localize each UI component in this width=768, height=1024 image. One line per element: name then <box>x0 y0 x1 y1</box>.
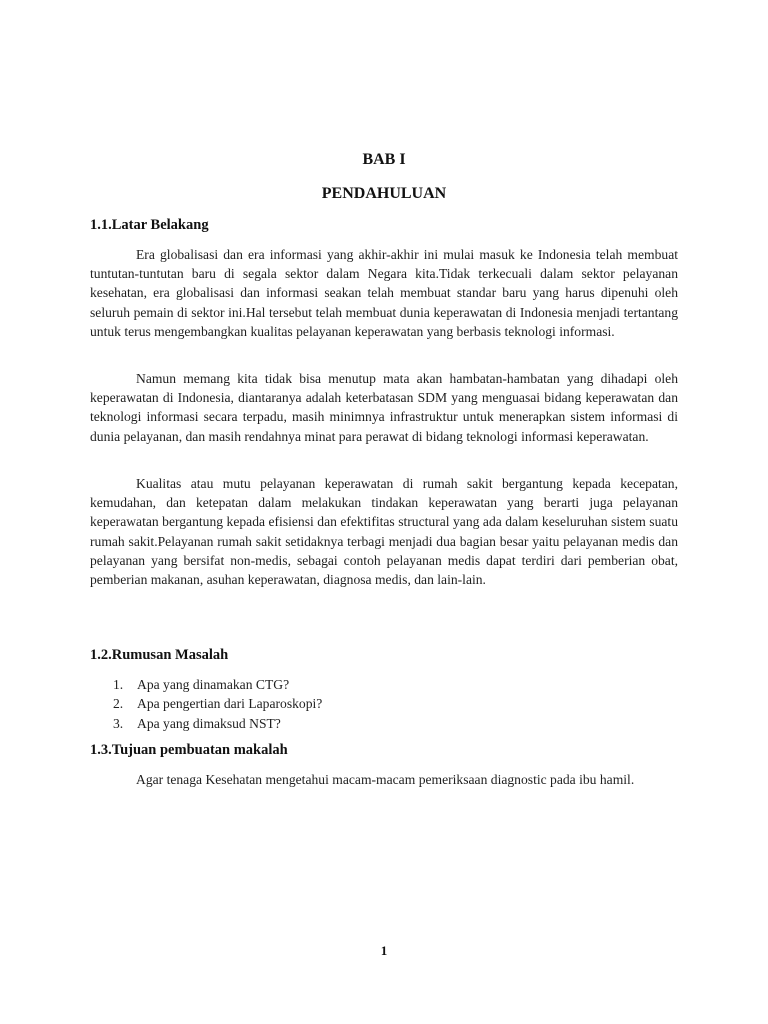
section-heading-rumusan-masalah: 1.2.Rumusan Masalah <box>90 647 229 663</box>
chapter-title: PENDAHULUAN <box>321 185 447 202</box>
section-heading-latar-belakang: 1.1.Latar Belakang <box>90 217 209 233</box>
list-item <box>90 714 678 733</box>
list-item <box>90 694 678 713</box>
section-heading-tujuan: 1.3.Tujuan pembuatan makalah <box>90 742 288 758</box>
paragraph-latar-belakang-3: Kualitas atau mutu pelayanan keperawatan di rumah sakit bergantung kepada kecepatan, kemudahan, dan ketepatan dalam melakukan tindakan keperawatan yang berarti juga pelayanan keperawatan bergantung kepada efisiensi dan efektifitas structural yang ada dalam keseluruhan sistem suatu rumah sakit.Pelayanan rumah sakit setidaknya terbagi menjadi dua bagian besar yaitu pelayanan medis dan pelayanan yang bersifat non-medis, sebagai contoh pelayanan medis dapat terdiri dari pemberian obat, pemberian makanan, asuhan keperawatan, diagnosa medis, dan lain-lain. <box>90 476 678 588</box>
list-item-number: 1. <box>113 677 124 692</box>
paragraph-latar-belakang-2: Namun memang kita tidak bisa menutup mata akan hambatan-hambatan yang dihadapi oleh keperawatan di Indonesia, diantaranya adalah keterbatasan SDM yang menguasai bidang keperawatan dan teknologi informasi secara terpadu, masih minimnya infrastruktur untuk menerapkan sistem informasi di dunia pelayanan, dan masih rendahnya minat para perawat di bidang teknologi informasi keperawatan. <box>90 371 678 444</box>
list-item-text: Apa pengertian dari Laparoskopi? <box>137 696 323 712</box>
paragraph-latar-belakang-1: Era globalisasi dan era informasi yang akhir-akhir ini mulai masuk ke Indonesia telah membuat tuntutan-tuntutan baru di segala sektor dalam Negara kita.Tidak terkecuali dalam sektor pelayanan kesehatan, era globalisasi dan informasi seakan telah membuat standar baru yang harus dipenuhi oleh seluruh pemain di sektor ini.Hal tersebut telah membuat dunia keperawatan di Indonesia menjadi tertantang untuk terus mengembangkan kualitas pelayanan keperawatan yang berbasis teknologi informasi. <box>90 247 678 339</box>
list-item <box>90 675 678 694</box>
paragraph-tujuan: Agar tenaga Kesehatan mengetahui macam-macam pemeriksaan diagnostic pada ibu hamil. <box>136 772 635 787</box>
problem-list <box>90 675 678 733</box>
list-item-number: 3. <box>113 715 124 731</box>
list-item-text: Apa yang dimaksud NST? <box>137 715 281 731</box>
chapter-number: BAB I <box>362 151 406 168</box>
list-item-number: 2. <box>113 696 124 712</box>
list-item-text: Apa yang dinamakan CTG? <box>137 677 290 692</box>
page-number: 1 <box>380 943 388 958</box>
